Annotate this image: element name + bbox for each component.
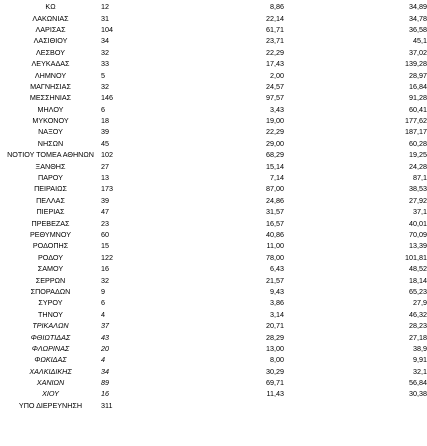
value-a-cell: 87,00 xyxy=(266,184,284,194)
region-name-cell: ΞΑΝΘΗΣ xyxy=(35,161,66,171)
value-a-cell: 24,57 xyxy=(266,81,284,91)
table-row xyxy=(0,229,427,240)
value-a-cell: 13,00 xyxy=(266,343,284,353)
value-b-cell: 45,1 xyxy=(413,36,427,46)
value-a-cell: 22,29 xyxy=(266,47,284,57)
cases-cell: 102 xyxy=(101,150,113,160)
table-body xyxy=(0,1,427,411)
value-b-cell: 16,84 xyxy=(409,81,427,91)
region-name-cell: ΝΟΤΙΟΥ ΤΟΜΕΑ ΑΘΗΝΩΝ xyxy=(7,150,94,160)
value-a-cell: 8,00 xyxy=(270,355,284,365)
cases-cell: 173 xyxy=(101,184,113,194)
cases-cell: 32 xyxy=(101,81,109,91)
region-name-cell: ΠΙΕΡΙΑΣ xyxy=(36,207,65,217)
table-row xyxy=(0,160,427,171)
table-row xyxy=(0,388,427,399)
value-b-cell: 65,23 xyxy=(409,286,427,296)
value-b-cell: 60,28 xyxy=(409,138,427,148)
region-name-cell: ΣΥΡΟΥ xyxy=(38,298,63,308)
region-name-cell: ΝΗΣΩΝ xyxy=(37,138,64,148)
cases-cell: 6 xyxy=(101,298,105,308)
value-b-cell: 34,89 xyxy=(409,2,427,12)
value-b-cell: 27,92 xyxy=(409,195,427,205)
table-row xyxy=(0,400,427,411)
value-b-cell: 60,41 xyxy=(409,104,427,114)
cases-cell: 9 xyxy=(101,286,105,296)
cases-cell: 5 xyxy=(101,70,105,80)
table-row xyxy=(0,286,427,297)
region-name-cell: ΠΕΛΛΑΣ xyxy=(36,195,65,205)
cases-cell: 13 xyxy=(101,173,109,183)
value-b-cell: 27,18 xyxy=(409,332,427,342)
value-a-cell: 61,71 xyxy=(266,24,284,34)
value-b-cell: 9,91 xyxy=(413,355,427,365)
cases-cell: 6 xyxy=(101,104,105,114)
table-row xyxy=(0,217,427,228)
region-name-cell: ΠΑΡΟΥ xyxy=(38,173,63,183)
value-a-cell: 16,57 xyxy=(266,218,284,228)
region-name-cell: ΣΑΜΟΥ xyxy=(37,264,64,274)
cases-cell: 4 xyxy=(101,355,105,365)
value-a-cell: 2,00 xyxy=(270,70,284,80)
table-row xyxy=(0,149,427,160)
value-b-cell: 56,84 xyxy=(409,378,427,388)
cases-cell: 23 xyxy=(101,218,109,228)
region-name-cell: ΡΕΘΥΜΝΟΥ xyxy=(29,230,72,239)
region-name-cell: ΜΕΣΣΗΝΙΑΣ xyxy=(29,93,72,103)
value-a-cell: 24,86 xyxy=(266,195,284,205)
table-row xyxy=(0,274,427,285)
value-b-cell: 18,14 xyxy=(409,275,427,285)
value-b-cell: 48,52 xyxy=(409,264,427,274)
value-a-cell: 21,57 xyxy=(266,275,284,285)
cases-cell: 18 xyxy=(101,116,109,126)
value-a-cell: 17,43 xyxy=(266,59,284,69)
value-a-cell: 30,29 xyxy=(266,366,284,376)
value-b-cell: 70,09 xyxy=(409,230,427,239)
value-a-cell: 6,43 xyxy=(270,264,284,274)
table-row xyxy=(0,92,427,103)
table-row xyxy=(0,69,427,80)
value-b-cell: 24,28 xyxy=(409,161,427,171)
value-a-cell xyxy=(190,400,284,411)
value-a-cell: 7,14 xyxy=(270,173,284,183)
value-b-cell xyxy=(284,400,427,411)
region-name-cell: ΦΛΩΡΙΝΑΣ xyxy=(31,343,70,353)
table-row xyxy=(0,320,427,331)
value-b-cell: 38,9 xyxy=(413,343,427,353)
table-row xyxy=(0,58,427,69)
value-a-cell: 11,00 xyxy=(266,241,284,251)
table-row xyxy=(0,12,427,23)
table-row xyxy=(0,343,427,354)
table-row xyxy=(0,354,427,365)
region-name-cell: ΡΟΔΟΠΗΣ xyxy=(32,241,69,251)
cases-cell: 122 xyxy=(101,252,113,262)
value-a-cell: 3,86 xyxy=(270,298,284,308)
table-row xyxy=(0,24,427,35)
table-row xyxy=(0,195,427,206)
region-name-cell: ΠΡΕΒΕΖΑΣ xyxy=(31,218,70,228)
table-row xyxy=(0,183,427,194)
value-b-cell: 187,17 xyxy=(405,127,427,137)
value-b-cell: 28,23 xyxy=(409,321,427,331)
cases-cell: 15 xyxy=(101,241,109,251)
region-name-cell: ΣΕΡΡΩΝ xyxy=(35,275,66,285)
table-row xyxy=(0,240,427,251)
cases-cell: 45 xyxy=(101,138,109,148)
table-row xyxy=(0,138,427,149)
cases-cell: 4 xyxy=(101,309,105,319)
value-a-cell: 23,71 xyxy=(266,36,284,46)
value-a-cell: 69,71 xyxy=(266,378,284,388)
value-a-cell: 3,14 xyxy=(270,309,284,319)
cases-cell: 60 xyxy=(101,230,109,239)
table-row xyxy=(0,81,427,92)
regional-cases-table xyxy=(0,1,427,411)
value-b-cell: 32,1 xyxy=(413,366,427,376)
value-b-cell: 101,81 xyxy=(405,252,427,262)
region-name-cell: ΤΡΙΚΑΛΩΝ xyxy=(32,321,69,331)
cases-cell: 311 xyxy=(101,400,113,410)
table-row xyxy=(0,206,427,217)
table-row xyxy=(0,35,427,46)
value-b-cell: 28,97 xyxy=(409,70,427,80)
region-name-cell: ΦΘΙΩΤΙΔΑΣ xyxy=(30,332,71,342)
cases-cell: 43 xyxy=(101,332,109,342)
cases-cell: 12 xyxy=(101,2,109,12)
value-a-cell: 8,86 xyxy=(270,2,284,12)
cases-cell: 47 xyxy=(101,207,109,217)
table-row xyxy=(0,377,427,388)
value-a-cell: 31,57 xyxy=(266,207,284,217)
cases-cell: 104 xyxy=(101,24,113,34)
region-name-cell: ΜΥΚΟΝΟΥ xyxy=(32,116,69,126)
value-b-cell: 40,01 xyxy=(409,218,427,228)
value-b-cell: 38,53 xyxy=(409,184,427,194)
value-a-cell: 68,29 xyxy=(266,150,284,160)
table-row xyxy=(0,252,427,263)
region-name-cell: ΝΑΞΟΥ xyxy=(38,127,63,137)
region-name-cell: ΧΑΝΙΩΝ xyxy=(36,378,65,388)
value-a-cell: 20,71 xyxy=(266,321,284,331)
region-name-cell: ΥΠΟ ΔΙΕΡΕΥΝΗΣΗ xyxy=(18,400,83,410)
value-b-cell: 91,28 xyxy=(409,93,427,103)
region-name-cell: ΜΗΛΟΥ xyxy=(37,104,64,114)
region-name-cell: ΛΑΣΙΘΙΟΥ xyxy=(33,36,68,46)
value-b-cell: 34,78 xyxy=(409,13,427,23)
cases-cell: 16 xyxy=(101,389,109,399)
value-a-cell: 11,43 xyxy=(266,389,284,399)
table-row xyxy=(0,104,427,115)
value-b-cell: 37,02 xyxy=(409,47,427,57)
value-a-cell: 3,43 xyxy=(270,104,284,114)
table-row xyxy=(0,115,427,126)
cases-cell: 39 xyxy=(101,127,109,137)
cases-cell: 34 xyxy=(101,36,109,46)
region-name-cell: ΤΗΝΟΥ xyxy=(38,309,63,319)
cases-cell: 146 xyxy=(101,93,113,103)
cases-cell: 37 xyxy=(101,321,109,331)
cases-cell: 27 xyxy=(101,161,109,171)
value-b-cell: 30,38 xyxy=(409,389,427,399)
region-name-cell: ΠΕΙΡΑΙΩΣ xyxy=(34,184,67,194)
table-row xyxy=(0,366,427,377)
cases-cell: 39 xyxy=(101,195,109,205)
value-a-cell: 78,00 xyxy=(266,252,284,262)
table-row xyxy=(0,1,427,12)
value-b-cell: 139,28 xyxy=(405,59,427,69)
value-a-cell: 29,00 xyxy=(266,138,284,148)
cases-cell: 34 xyxy=(101,366,109,376)
value-a-cell: 97,57 xyxy=(266,93,284,103)
region-name-cell: ΛΑΡΙΣΑΣ xyxy=(35,24,66,34)
table-row xyxy=(0,263,427,274)
region-name-cell: ΛΗΜΝΟΥ xyxy=(34,70,67,80)
region-name-cell: ΛΑΚΩΝΙΑΣ xyxy=(32,13,69,23)
value-b-cell: 177,62 xyxy=(405,116,427,126)
value-b-cell: 37,1 xyxy=(413,207,427,217)
value-b-cell: 46,32 xyxy=(409,309,427,319)
value-a-cell: 22,29 xyxy=(266,127,284,137)
table-row xyxy=(0,331,427,342)
cases-cell: 32 xyxy=(101,47,109,57)
region-name-cell: ΛΕΣΒΟΥ xyxy=(36,47,65,57)
cases-cell: 32 xyxy=(101,275,109,285)
value-a-cell: 22,14 xyxy=(266,13,284,23)
table-row xyxy=(0,309,427,320)
cases-cell: 89 xyxy=(101,378,109,388)
cases-cell: 16 xyxy=(101,264,109,274)
region-name-cell: ΛΕΥΚΑΔΑΣ xyxy=(31,59,70,69)
value-b-cell: 27,9 xyxy=(413,298,427,308)
value-b-cell: 36,58 xyxy=(409,24,427,34)
value-b-cell: 19,25 xyxy=(409,150,427,160)
region-name-cell: ΚΩ xyxy=(45,2,56,12)
value-a-cell: 28,29 xyxy=(266,332,284,342)
cases-cell: 33 xyxy=(101,59,109,69)
region-name-cell: ΧΙΟΥ xyxy=(42,389,59,399)
table-row xyxy=(0,297,427,308)
cases-cell: 20 xyxy=(101,343,109,353)
table-row xyxy=(0,126,427,137)
table-row xyxy=(0,172,427,183)
value-a-cell: 19,00 xyxy=(266,116,284,126)
region-name-cell: ΜΑΓΝΗΣΙΑΣ xyxy=(30,81,71,91)
region-name-cell: ΡΟΔΟΥ xyxy=(37,252,64,262)
cases-cell: 31 xyxy=(101,13,109,23)
region-name-cell: ΦΩΚΙΔΑΣ xyxy=(34,355,67,365)
value-a-cell: 40,86 xyxy=(266,230,284,239)
region-name-cell: ΧΑΛΚΙΔΙΚΗΣ xyxy=(29,366,72,376)
value-b-cell: 13,39 xyxy=(409,241,427,251)
value-b-cell: 87,1 xyxy=(413,173,427,183)
value-a-cell: 15,14 xyxy=(266,161,284,171)
table-row xyxy=(0,47,427,58)
region-name-cell: ΣΠΟΡΑΔΩΝ xyxy=(30,286,71,296)
value-a-cell: 9,43 xyxy=(270,286,284,296)
